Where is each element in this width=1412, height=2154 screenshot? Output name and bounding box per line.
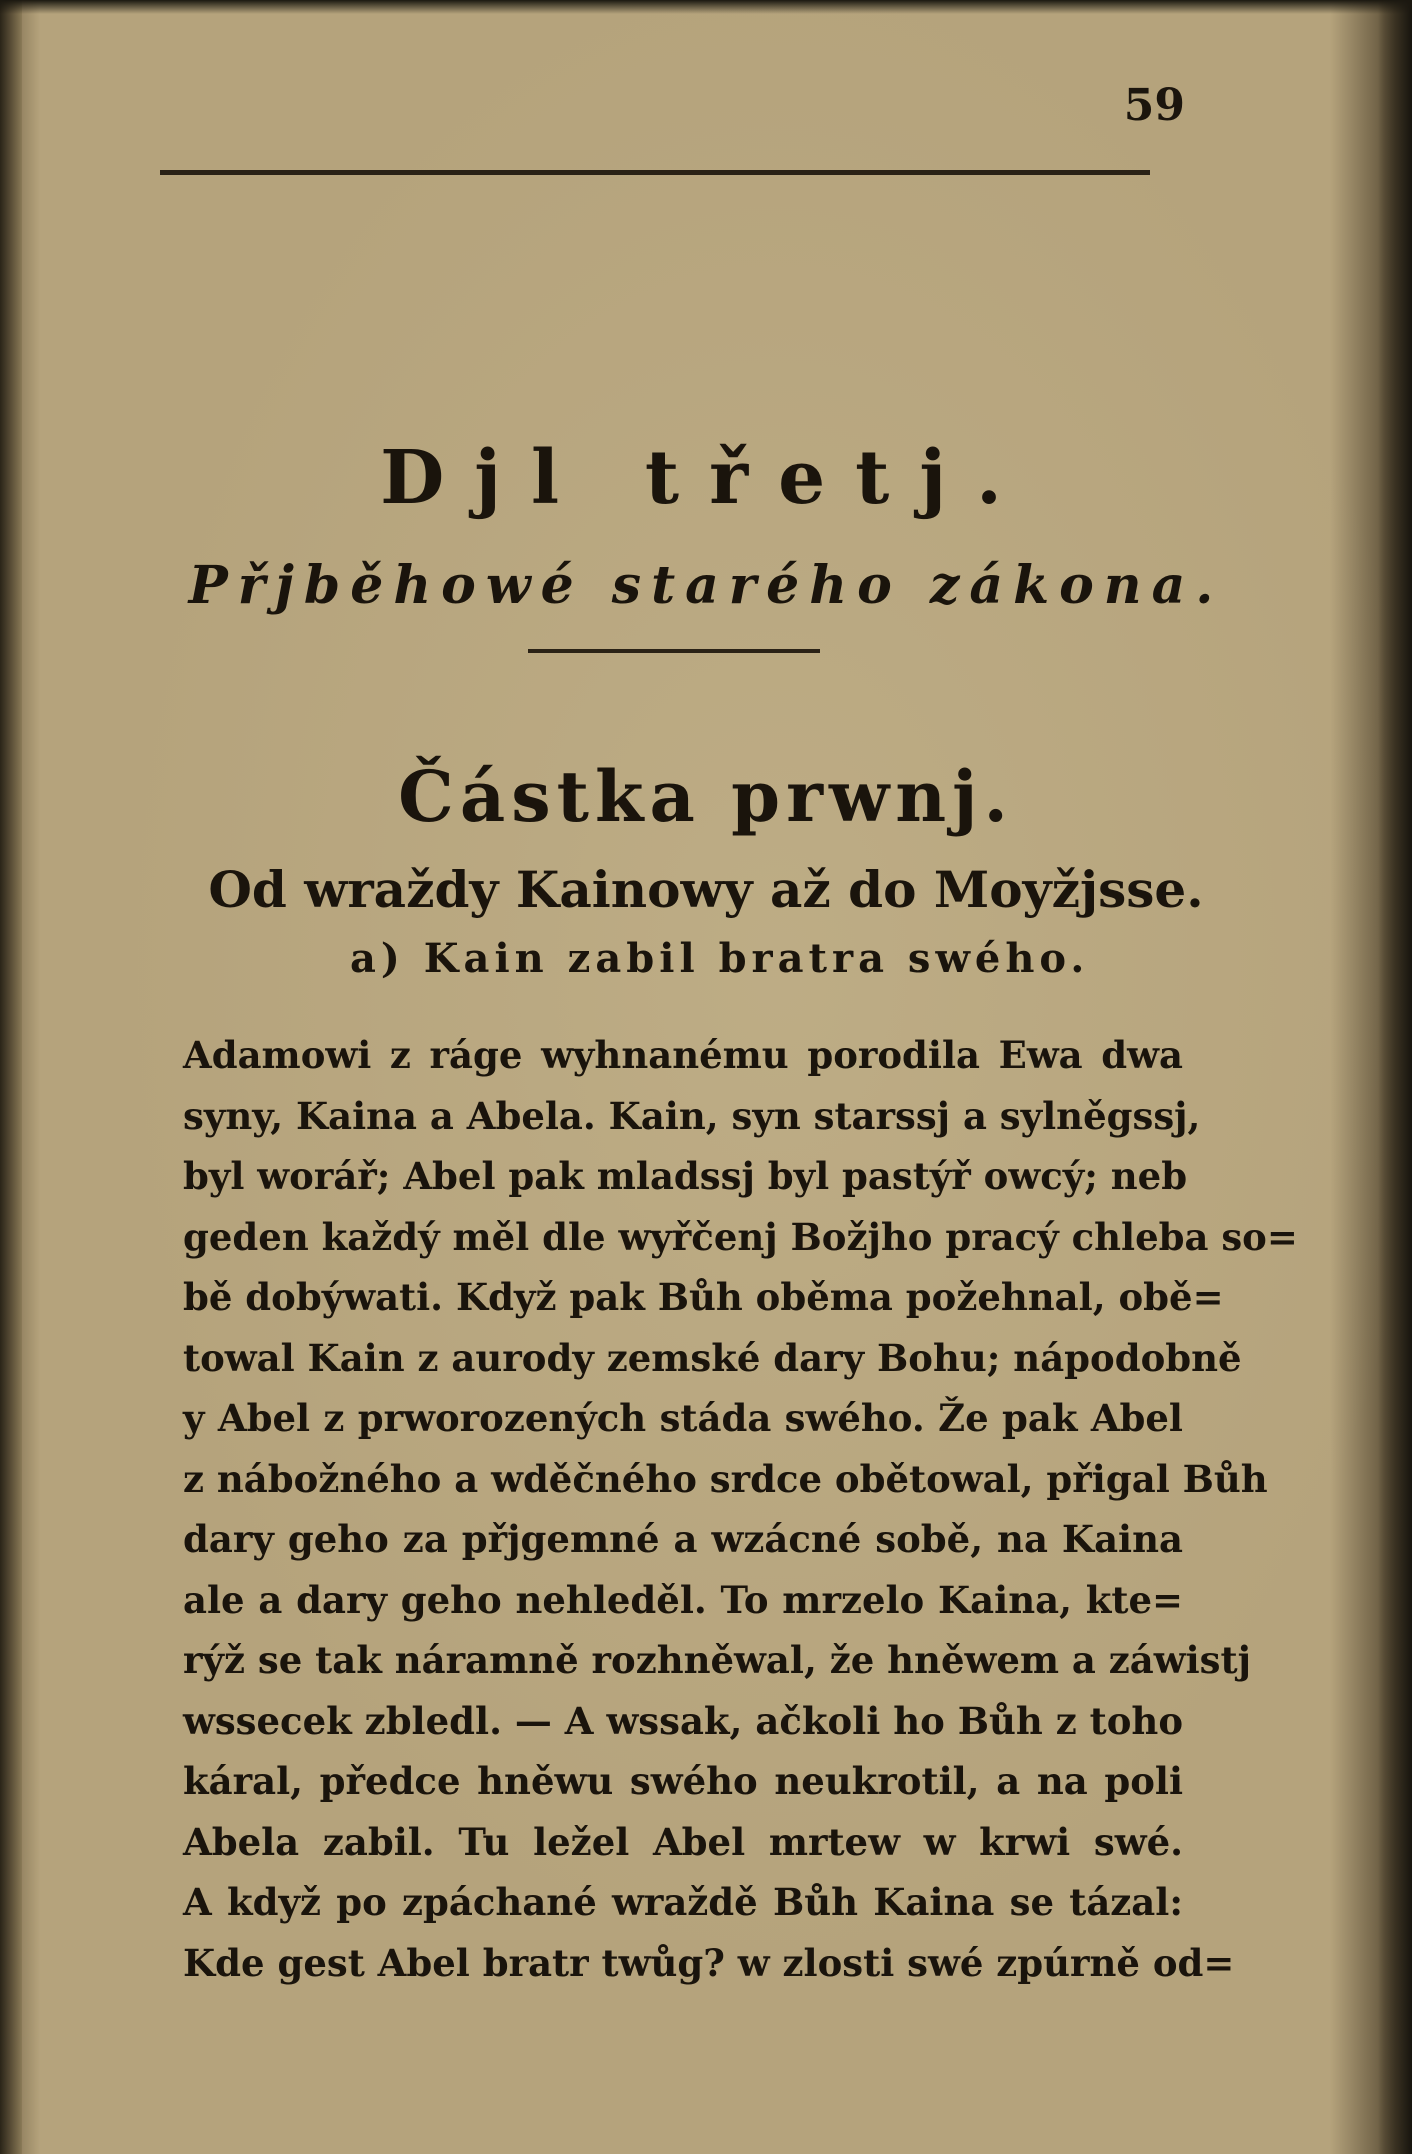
header-rule — [160, 170, 1150, 175]
text-line: bě dobýwati. Když pak Bůh oběma požehnal, obě= — [183, 1275, 1224, 1319]
text-line: towal Kain z aurody zemské dary Bohu; nápodobně — [183, 1335, 1242, 1380]
text-line: A když po zpáchané wraždě Bůh Kaina se tázal: — [183, 1880, 1183, 1924]
body-text — [183, 1025, 1298, 1993]
text-line: káral, předce hněwu swého neukrotil, a na poli — [183, 1759, 1183, 1803]
page-edge-shadow — [1378, 0, 1412, 2154]
book-spine — [0, 0, 22, 2154]
part-subtitle: Přjběhowé starého zákona. — [188, 555, 1224, 616]
text-line: y Abel z prworozených stáda swého. Že pak Abel — [183, 1396, 1183, 1440]
text-line: Abela zabil. Tu ležel Abel mrtew w krwi swé. — [183, 1819, 1183, 1864]
text-line: ale a dary geho nehleděl. To mrzelo Kaina, kte= — [183, 1577, 1183, 1622]
chapter-title: Částka prwnj. — [398, 755, 1014, 838]
chapter-subtitle: Od wraždy Kainowy až do Moyžjsse. — [208, 860, 1204, 919]
section-divider — [528, 649, 820, 653]
text-line: rýž se tak náramně rozhněwal, že hněwem a záwistj — [183, 1638, 1251, 1682]
text-line: Kde gest Abel bratr twůg? w zlosti swé zpúrně od= — [183, 1940, 1235, 1985]
part-title: Djl třetj. — [380, 435, 1032, 521]
text-line: Adamowi z ráge wyhnanému porodila Ewa dwa — [183, 1033, 1183, 1077]
section-heading: a) Kain zabil bratra swého. — [350, 935, 1090, 982]
text-line: byl worář; Abel pak mladssj byl pastýř owcý; neb — [183, 1154, 1188, 1198]
text-line: geden každý měl dle wyřčenj Božjho pracý chleba so= — [183, 1214, 1298, 1259]
top-edge-shadow — [0, 0, 1412, 14]
text-line: syny, Kaina a Abela. Kain, syn starssj a sylněgssj, — [183, 1093, 1201, 1138]
text-line: z nábožného a wděčného srdce obětowal, přigal Bůh — [183, 1456, 1268, 1501]
page-number: 59 — [1123, 80, 1185, 131]
text-line: wssecek zbledl. — A wssak, ačkoli ho Bůh z toho — [183, 1698, 1183, 1743]
text-line: dary geho za přjgemné a wzácné sobě, na Kaina — [183, 1517, 1183, 1561]
